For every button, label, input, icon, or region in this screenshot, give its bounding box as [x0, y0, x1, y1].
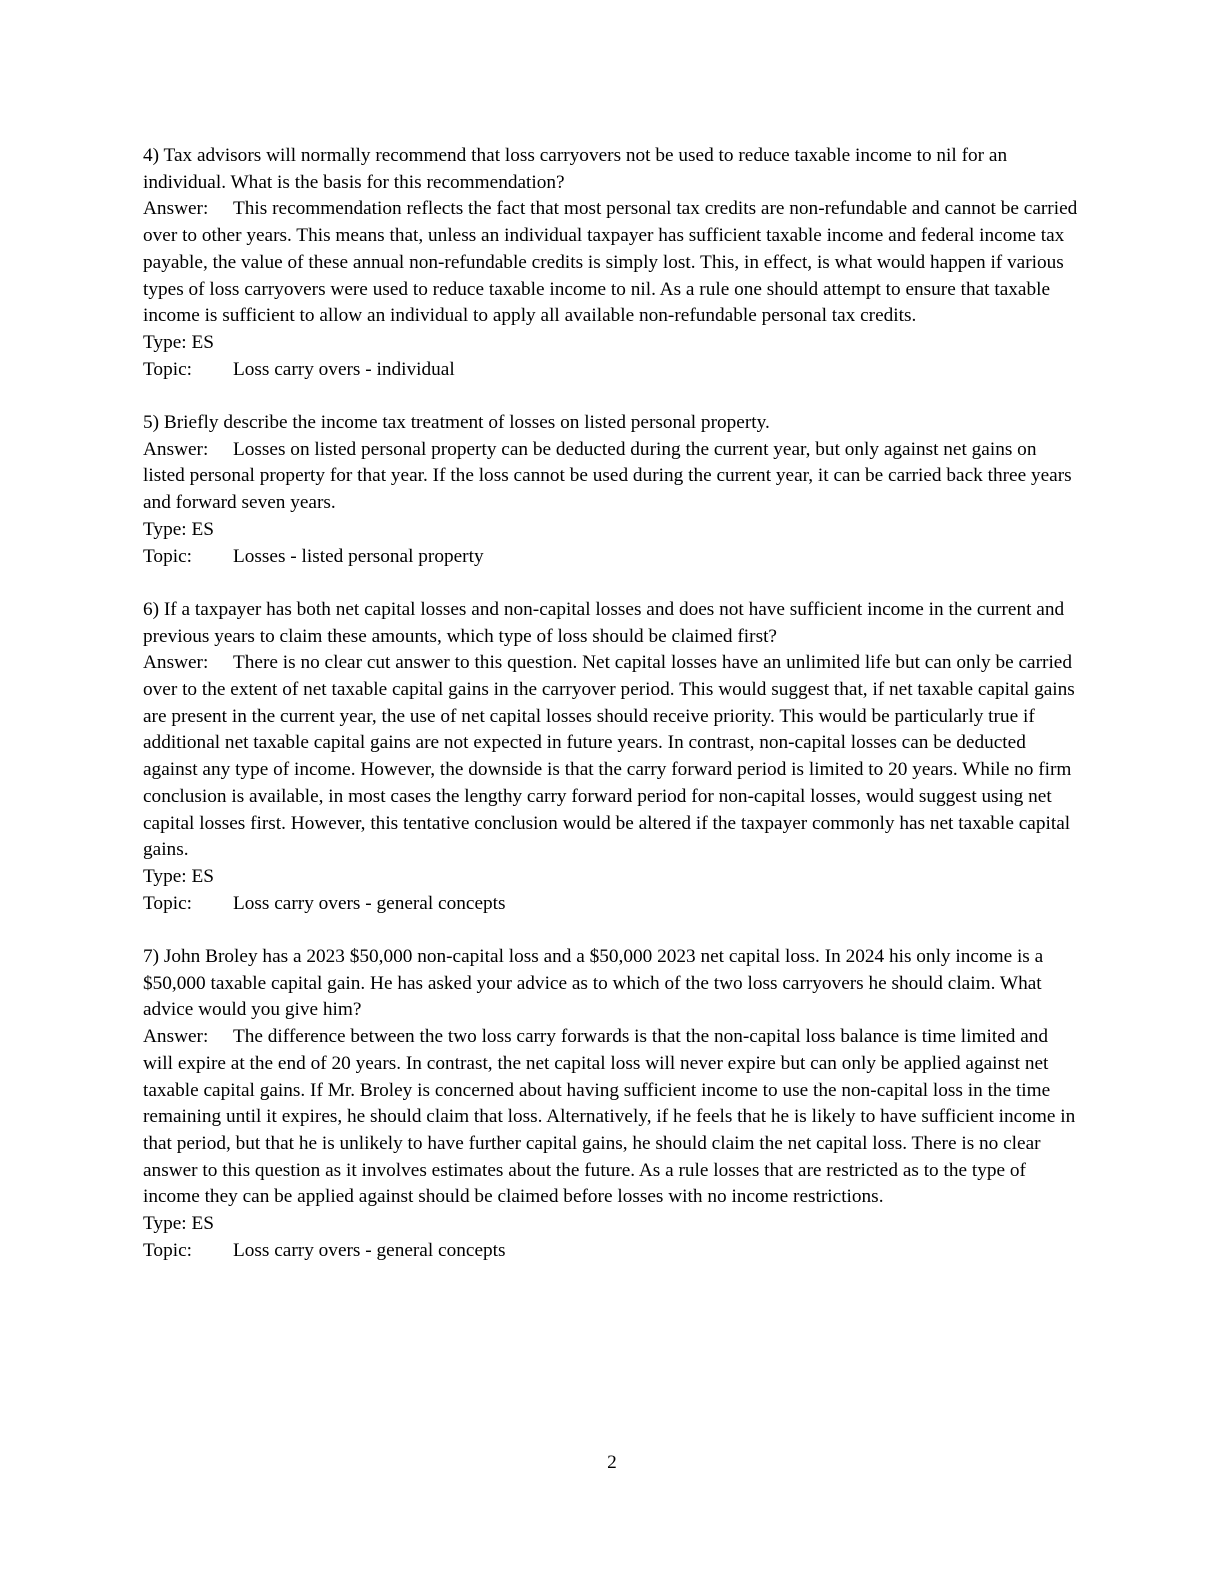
document-page — [143, 143, 1078, 1291]
question-prompt: 6) If a taxpayer has both net capital losses and non-capital losses and does not have sufficient income in the current and previous years to claim these amounts, which type of loss should be claimed first? — [143, 598, 1065, 647]
answer-label: Answer: — [143, 652, 209, 674]
type-label: Type: — [143, 518, 187, 540]
topic-line — [143, 1238, 1078, 1265]
type-label: Type: — [143, 1213, 187, 1235]
answer-paragraph — [143, 196, 1078, 330]
type-line — [143, 517, 1078, 544]
answer-paragraph — [143, 1024, 1078, 1211]
type-line — [143, 864, 1078, 891]
answer-text: The difference between the two loss carry forwards is that the non-capital loss balance is time limited and will expire at the end of 20 years. In contrast, the net capital loss will never expire but can only be applied against net taxable capital gains. If Mr. Broley is concerned about having sufficient income to use the non-capital loss in the time remaining until it expires, he should claim that loss. Alternatively, if he feels that he is likely to have sufficient income in that period, but that he is unlikely to have further capital gains, he should claim the net capital loss. There is no clear answer to this question as it involves estimates about the future. As a rule losses that are restricted as to the type of income they can be applied against should be claimed before losses with no income restrictions. — [143, 1026, 1076, 1208]
type-label: Type: — [143, 865, 187, 887]
topic-line — [143, 544, 1078, 571]
type-value: ES — [191, 865, 214, 887]
type-value: ES — [191, 331, 214, 353]
question-prompt: 7) John Broley has a 2023 $50,000 non-capital loss and a $50,000 2023 net capital loss. In 2024 his only income is a $50,000 taxable capital gain. He has asked your advice as to which of the two loss carryovers he should claim. What advice would you give him? — [143, 946, 1044, 1021]
answer-text: This recommendation reflects the fact that most personal tax credits are non-refundable and cannot be carried over to other years. This means that, unless an individual taxpayer has sufficient taxable income and federal income tax payable, the value of these annual non-refundable credits is simply lost. This, in effect, is what would happen if various types of loss carryovers were used to reduce taxable income to nil. As a rule one should attempt to ensure that taxable income is sufficient to allow an individual to apply all available non-refundable personal tax credits. — [143, 198, 1078, 327]
answer-text: Losses on listed personal property can be deducted during the current year, but only against net gains on listed personal property for that year. If the loss cannot be used during the current year, it can be carried back three years and forward seven years. — [143, 438, 1072, 514]
page-number: 2 — [607, 1452, 617, 1473]
type-line — [143, 1211, 1078, 1238]
answer-label: Answer: — [143, 438, 209, 460]
type-line — [143, 330, 1078, 357]
answer-label: Answer: — [143, 1026, 209, 1048]
topic-label: Topic: — [143, 545, 192, 567]
type-label: Type: — [143, 331, 187, 353]
answer-paragraph — [143, 437, 1078, 517]
question-6 — [143, 597, 1078, 917]
answer-label: Answer: — [143, 198, 209, 220]
question-5 — [143, 410, 1078, 570]
topic-line — [143, 891, 1078, 918]
type-value: ES — [191, 518, 214, 540]
answer-text: There is no clear cut answer to this question. Net capital losses have an unlimited life but can only be carried over to the extent of net taxable capital gains in the carryover period. This would suggest that, if net taxable capital gains are present in the current year, the use of net capital losses should receive priority. This would be particularly true if additional net taxable capital gains are not expected in future years. In contrast, non-capital losses can be deducted against any type of income. However, the downside is that the carry forward period is limited to 20 years. While no firm conclusion is available, in most cases the lengthy carry forward period for non-capital losses, would suggest using net capital losses first. However, this tentative conclusion would be altered if the taxpayer commonly has net taxable capital gains. — [143, 652, 1075, 861]
question-prompt: 4) Tax advisors will normally recommend that loss carryovers not be used to reduce taxable income to nil for an individual. What is the basis for this recommendation? — [143, 145, 1008, 193]
type-value: ES — [191, 1213, 214, 1235]
question-prompt: 5) Briefly describe the income tax treatment of losses on listed personal property. — [143, 412, 770, 434]
question-7 — [143, 944, 1078, 1264]
topic-label: Topic: — [143, 358, 192, 380]
question-4 — [143, 143, 1078, 383]
topic-value: Losses - listed personal property — [233, 545, 484, 567]
topic-value: Loss carry overs - general concepts — [233, 892, 506, 914]
topic-value: Loss carry overs - individual — [233, 358, 455, 380]
topic-value: Loss carry overs - general concepts — [233, 1239, 506, 1261]
topic-line — [143, 357, 1078, 384]
topic-label: Topic: — [143, 1239, 192, 1261]
answer-paragraph — [143, 650, 1078, 864]
topic-label: Topic: — [143, 892, 192, 914]
